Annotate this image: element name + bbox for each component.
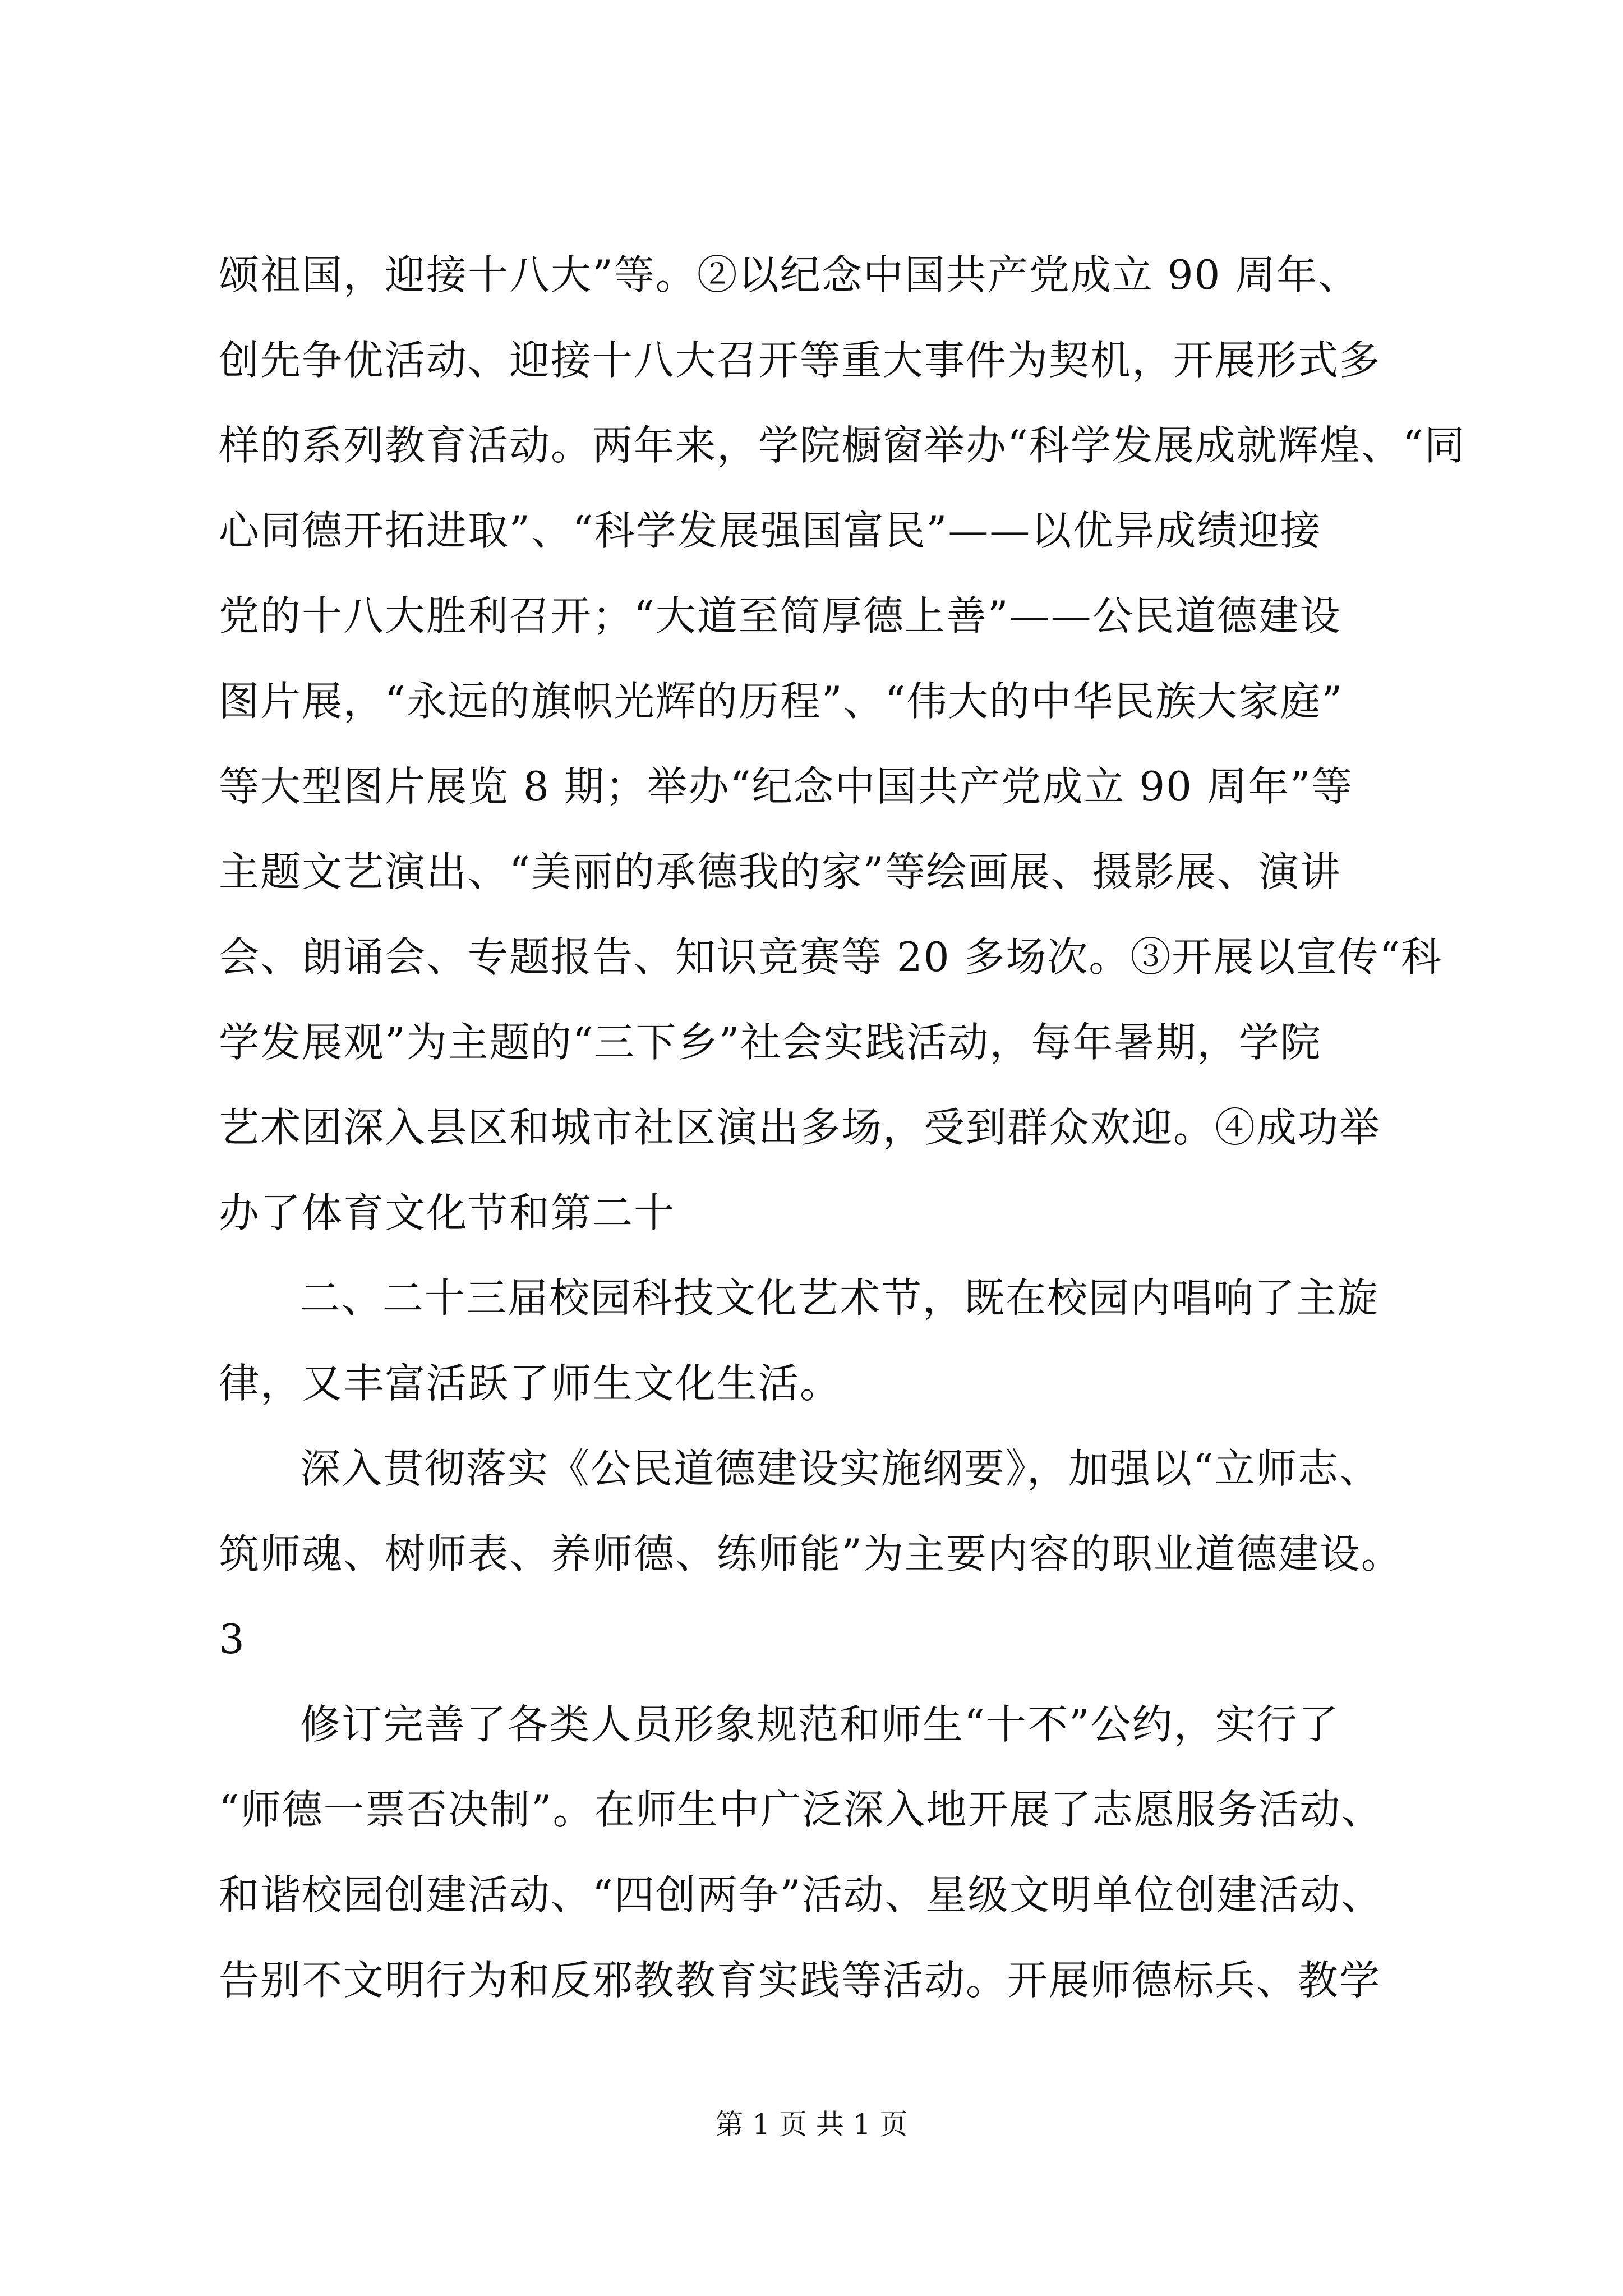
body-text-line: 等大型图片展览 8 期；举办“纪念中国共产党成立 90 周年”等: [219, 763, 1353, 810]
page-footer: 第 1 页 共 1 页: [715, 2108, 908, 2141]
body-text-line: 党的十八大胜利召开；“大道至简厚德上善”——公民道德建设: [219, 592, 1341, 639]
body-text-line: 告别不文明行为和反邪教教育实践等活动。开展师德标兵、教学: [219, 1957, 1381, 2004]
paragraph-start-line: 深入贯彻落实《公民道德建设实施纲要》，加强以“立师志、: [300, 1445, 1381, 1492]
body-text-line: 颂祖国，迎接十八大”等。②以纪念中国共产党成立 90 周年、: [219, 251, 1360, 298]
body-text-line: 图片展，“永远的旗帜光辉的历程”、“伟大的中华民族大家庭”: [219, 678, 1344, 725]
paragraph-start-line: 二、二十三届校园科技文化艺术节，既在校园内唱响了主旋: [300, 1274, 1380, 1322]
footnote-number: 3: [219, 1616, 246, 1663]
body-text-line: 样的系列教育活动。两年来，学院橱窗举办“科学发展成就辉煌、“同: [219, 422, 1466, 469]
body-text-line: 和谐校园创建活动、“四创两争”活动、星级文明单位创建活动、: [219, 1871, 1383, 1918]
body-text-line: 艺术团深入县区和城市社区演出多场，受到群众欢迎。④成功举: [219, 1104, 1381, 1151]
body-text-line: 筑师魂、树师表、养师德、练师能”为主要内容的职业道德建设。: [219, 1530, 1403, 1577]
body-text-line: 办了体育文化节和第二十: [219, 1189, 676, 1236]
body-text-line: 创先争优活动、迎接十八大召开等重大事件为契机，开展形式多: [219, 337, 1381, 384]
body-text-line: 主题文艺演出、“美丽的承德我的家”等绘画展、摄影展、演讲: [219, 848, 1341, 895]
body-text-line: “师德一票否决制”。在师生中广泛深入地开展了志愿服务活动、: [219, 1786, 1383, 1833]
body-text-line: 学发展观”为主题的“三下乡”社会实践活动，每年暑期，学院: [219, 1019, 1322, 1066]
paragraph-start-line: 修订完善了各类人员形象规范和师生“十不”公约，实行了: [300, 1701, 1340, 1748]
body-text-line: 律，又丰富活跃了师生文化生活。: [219, 1360, 842, 1407]
body-text-line: 心同德开拓进取”、“科学发展强国富民”——以优异成绩迎接: [219, 507, 1322, 554]
body-text-line: 会、朗诵会、专题报告、知识竞赛等 20 多场次。③开展以宣传“科: [219, 933, 1443, 981]
